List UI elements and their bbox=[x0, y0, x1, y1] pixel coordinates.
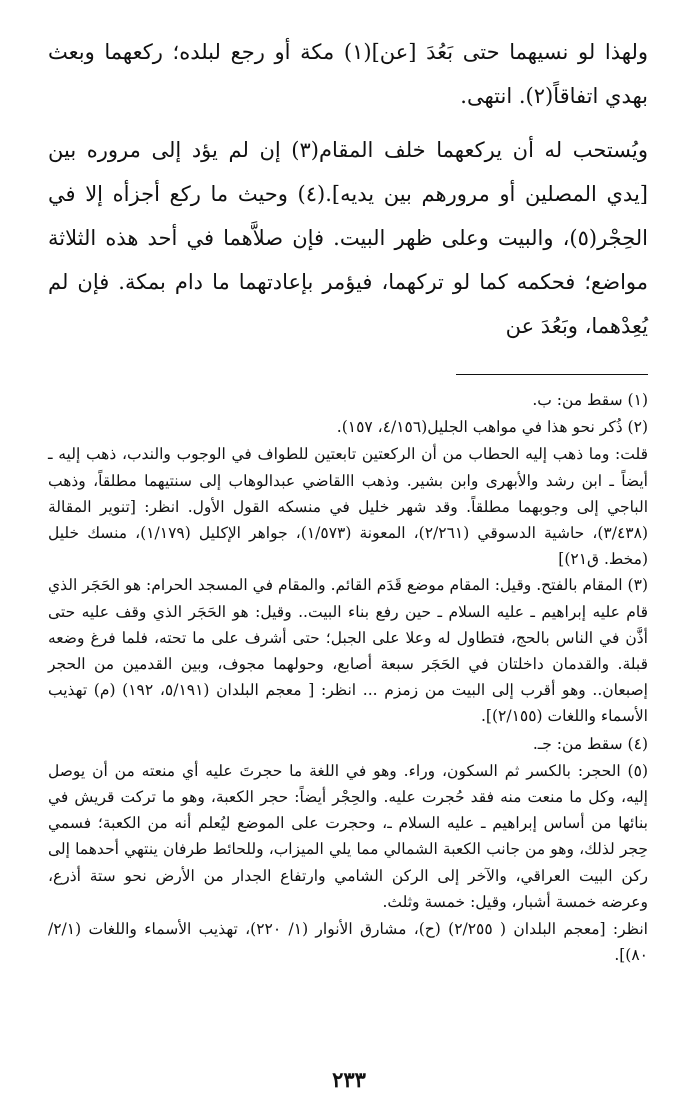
footnote-separator bbox=[456, 374, 648, 375]
footnote-number: (٣) bbox=[627, 576, 648, 595]
footnote-text: ذُكر نحو هذا في مواهب الجليل(٤/١٥٦، ١٥٧). bbox=[336, 418, 623, 437]
footnote-text: المقام بالفتح. وقيل: المقام موضع قَدَم القائم. والمقام في المسجد الحرام: هو الحَجَر الذي قام عليه إبراهيم ـ عليه السلام ـ حين رفع بناء البيت.. وقيل: هو الحَجَر الذي وقف عليه حتى أذَّن في الناس بالحج، فتطاول له وعلا على الجبل؛ حتى أشرف على ما تحته، فلما فرغ وضعه قبلة. والقدمان داخلتان في الحَجَر سبعة أصابع، وحولهما مجوف، وبين القدمين من الحجر إصبعان.. وهو أقرب إلى البيت من زمزم ... انظر: [ معجم البلدان (٥/١٩١، ١٩٢) (م) تهذيب الأسماء واللغات (٢/١٥٥)]. bbox=[48, 576, 648, 726]
footnote-4 bbox=[48, 731, 648, 757]
footnote-2-commentary bbox=[48, 441, 648, 572]
footnote-2 bbox=[48, 414, 648, 440]
footnote-number: (٢) bbox=[627, 418, 648, 437]
footnote-text: سقط من: ب. bbox=[532, 391, 623, 409]
footnote-5 bbox=[48, 758, 648, 915]
footnote-text: قلت: وما ذهب إليه الحطاب من أن الركعتين تابعتين للطواف في الوجوب والندب، ذهب إليه ـ أيضاً ـ ابن رشد والأبهرى وابن بشير. وذهب االقاضي عبدالوهاب إلى سنتيهما مطلقاً، وذهب الباجي إلى وجوبهما مطلقاً. وقد شهر خليل في منسكه القول الأول. انظر: [تنوير المقالة (٣/٤٣٨)، حاشية الدسوقي (٢/٢٦١)، المعونة (١/٥٧٣)، جواهر الإكليل (١/١٧٩)، منسك خليل (مخط. ق٢١)] bbox=[48, 445, 648, 569]
page-number: ٢٣٣ bbox=[332, 1067, 366, 1092]
footnote-3 bbox=[48, 572, 648, 729]
main-paragraph-2: ويُستحب له أن يركعهما خلف المقام(٣) إن لم يؤد إلى مروره بين [يدي المصلين أو مرورهم بين يديه].(٤) وحيث ما ركع أجزأه إلا في الحِجْر(٥)، والبيت وعلى ظهر البيت. فإن صلاَّهما في أحد هذه الثلاثة مواضع؛ فحكمه كما لو تركهما، فيؤمر بإعادتهما ما دام بمكة. فإن لم يُعِدْهما، وبَعُدَ عن bbox=[48, 138, 648, 338]
main-text bbox=[48, 30, 648, 348]
main-paragraph-1: ولهذا لو نسيهما حتى بَعُدَ [عن](١) مكة أو رجع لبلده؛ ركعهما وبعث بهدي اتفاقاً(٢). انتهى. bbox=[48, 40, 648, 108]
footnotes bbox=[48, 387, 648, 968]
footnote-text: سقط من: جـ. bbox=[532, 734, 623, 753]
footnote-number: (٥) bbox=[627, 761, 648, 780]
footnote-text: انظر: [معجم البلدان ( ٢/٢٥٥) (ح)، مشارق الأنوار (١/ ٢٢٠)، تهذيب الأسماء واللغات (٢/١/ ٨٠)]. bbox=[48, 920, 648, 965]
footnote-number: (٤) bbox=[627, 734, 648, 753]
footnote-5-references bbox=[48, 916, 648, 968]
book-page bbox=[48, 30, 648, 968]
footnote-1 bbox=[48, 387, 648, 413]
footnote-number: (١) bbox=[627, 391, 648, 409]
footnote-text: الحجر: بالكسر ثم السكون، وراء. وهو في اللغة ما حجرتَ عليه أي منعته من أن يوصل إليه، وكل ما منعت منه فقد حُجرت عليه. والحِجْر أيضاً: حجر الكعبة، وهو ما تركت قريش في بنائها من أساس إبراهيم ـ عليه السلام ـ، وحجرت على الموضع ليُعلم أنه من الكعبة؛ فسمي حِجر لذلك، وهو من جانب الكعبة الشمالي مما يلي الميزاب، وللحائط طرفان ينتهي أحدهما إلى ركن البيت العراقي، والآخر إلى الركن الشامي وارتفاع الجدار من الأرض نحو ستة أذرع، وعرضه خمسة أشبار، وقيل: خمسة وثلث. bbox=[48, 761, 648, 911]
